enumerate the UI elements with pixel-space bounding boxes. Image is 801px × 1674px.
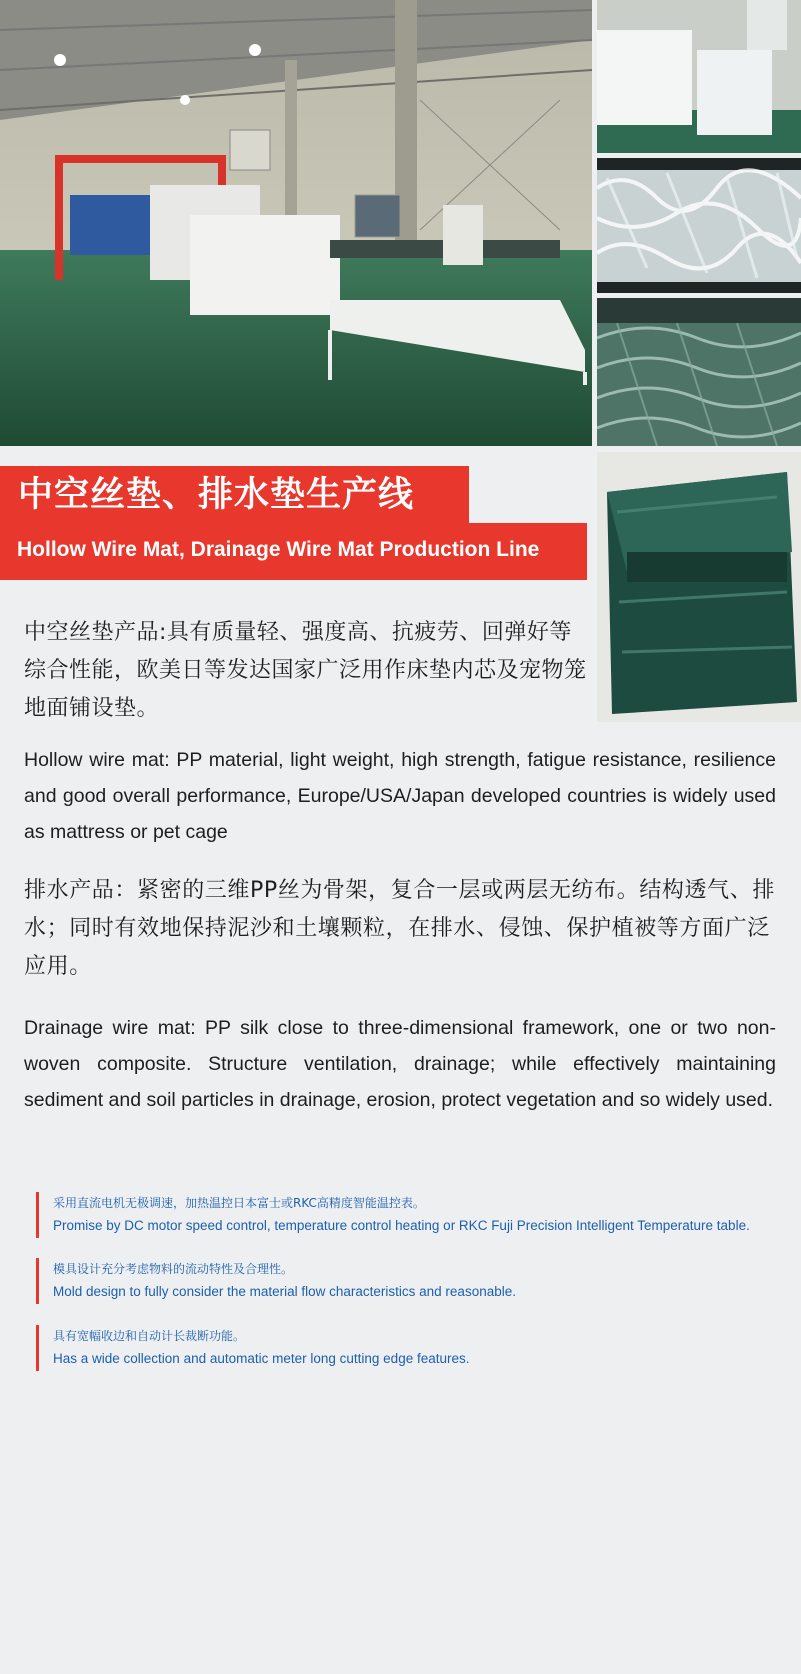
drainage-mat-description-english: Drainage wire mat: PP silk close to three-dimensional framework, one or two non-woven composite. Structure ventilation, drainage; while effectively maintaining sediment and soil particles in drainage, erosion, protect vegetation and so widely used. — [24, 1017, 776, 1111]
hollow-mat-description-chinese: 中空丝垫产品:具有质量轻、强度高、抗疲劳、回弹好等综合性能，欧美日等发达国家广泛用作床垫内芯及宠物笼地面铺设垫。 — [24, 620, 587, 721]
page-title-english: Hollow Wire Mat, Drainage Wire Mat Production Line — [0, 523, 587, 580]
factory-production-line-photo — [0, 0, 592, 446]
feature-text-english: Promise by DC motor speed control, temperature control heating or RKC Fuji Precision Intelligent Temperature table. — [53, 1218, 750, 1233]
white-fiber-closeup-photo — [597, 158, 801, 293]
feature-item — [36, 1325, 783, 1371]
feature-text-chinese: 模具设计充分考虑物料的流动特性及合理性。 — [53, 1262, 294, 1276]
feature-text-english: Has a wide collection and automatic meter long cutting edge features. — [53, 1351, 470, 1366]
hollow-mat-description-english: Hollow wire mat: PP material, light weight, high strength, fatigue resistance, resilience and good overall performance, Europe/USA/Japan developed countries is widely used as mattress or pet cage — [24, 749, 776, 843]
green-drainage-mat-block-photo — [597, 452, 801, 722]
feature-item — [36, 1258, 783, 1304]
white-mat-blocks-photo — [597, 0, 801, 153]
feature-item — [36, 1192, 783, 1238]
feature-text-chinese: 采用直流电机无极调速，加热温控日本富士或RKC高精度智能温控表。 — [53, 1196, 425, 1210]
feature-text-english: Mold design to fully consider the material flow characteristics and reasonable. — [53, 1284, 516, 1299]
drainage-mat-description-chinese: 排水产品：紧密的三维PP丝为骨架，复合一层或两层无纺布。结构透气、排水；同时有效地保持泥沙和土壤颗粒，在排水、侵蚀、保护植被等方面广泛应用。 — [24, 878, 775, 979]
page-title-chinese: 中空丝垫、排水垫生产线 — [0, 466, 469, 525]
feature-text-chinese: 具有宽幅收边和自动计长裁断功能。 — [53, 1329, 246, 1343]
green-mesh-mat-photo — [597, 298, 801, 446]
